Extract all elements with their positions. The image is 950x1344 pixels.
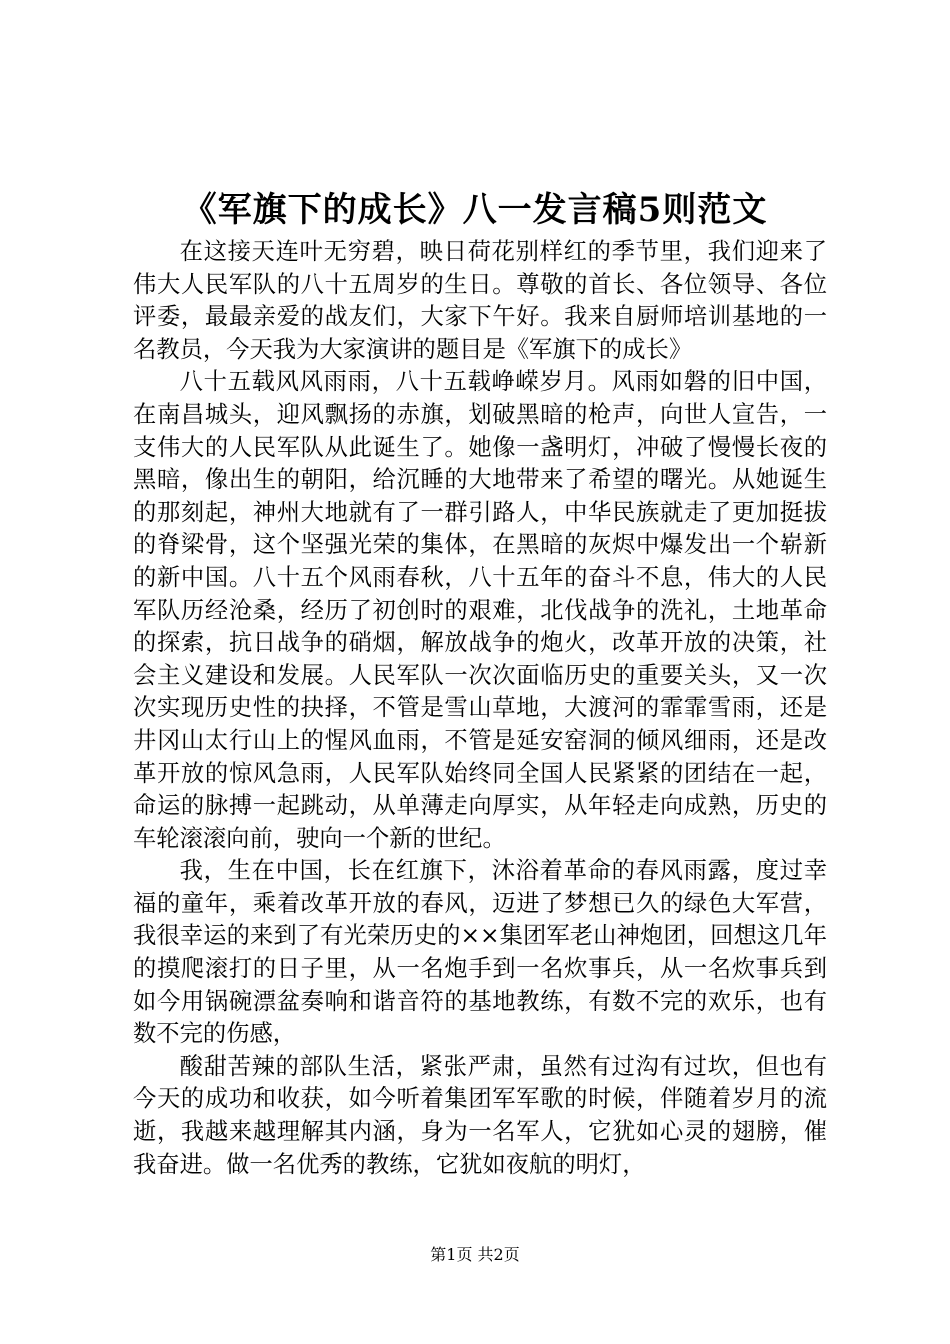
document-body	[133, 236, 827, 1181]
page-footer: 第1页 共2页	[430, 1245, 520, 1264]
paragraph-3: 我，生在中国，长在红旗下，沐浴着革命的春风雨露，度过幸福的童年，乘着改革开放的春风，迈进了梦想已久的绿色大军营，我很幸运的来到了有光荣历史的××集团军老山神炮团，回想这几年的摸爬滚打的日子里，从一名炮手到一名炊事兵，从一名炊事兵到如今用锅碗漂盆奏响和谐音符的基地教练，有数不完的欢乐，也有数不完的伤感，	[133, 857, 827, 1048]
paragraph-2: 八十五载风风雨雨，八十五载峥嵘岁月。风雨如磐的旧中国，在南昌城头，迎风飘扬的赤旗，划破黑暗的枪声，向世人宣告，一支伟大的人民军队从此诞生了。她像一盏明灯，冲破了慢慢长夜的黑暗，像出生的朝阳，给沉睡的大地带来了希望的曙光。从她诞生的那刻起，神州大地就有了一群引路人，中华民族就走了更加挺拔的脊梁骨，这个坚强光荣的集体，在黑暗的灰烬中爆发出一个崭新的新中国。八十五个风雨春秋，八十五年的奋斗不息，伟大的人民军队历经沧桑，经历了初创时的艰难，北伐战争的洗礼，土地革命的探索，抗日战争的硝烟，解放战争的炮火，改革开放的决策，社会主义建设和发展。人民军队一次次面临历史的重要关头，又一次次实现历史性的抉择，不管是雪山草地，大渡河的霏霏雪雨，还是井冈山太行山上的惺风血雨，不管是延安窑洞的倾风细雨，还是改革开放的惊风急雨，人民军队始终同全国人民紧紧的团结在一起，命运的脉搏一起跳动，从单薄走向厚实，从年轻走向成熟，历史的车轮滚滚向前，驶向一个新的世纪。	[133, 368, 827, 852]
document-title: 《军旗下的成长》八一发言稿5则范文	[182, 190, 768, 230]
paragraph-1: 在这接天连叶无穷碧，映日荷花别样红的季节里，我们迎来了伟大人民军队的八十五周岁的生日。尊敬的首长、各位领导、各位评委，最最亲爱的战友们，大家下午好。我来自厨师培训基地的一名教员，今天我为大家演讲的题目是《军旗下的成长》	[133, 238, 827, 363]
paragraph-4: 酸甜苦辣的部队生活，紧张严肃，虽然有过沟有过坎，但也有今天的成功和收获，如今听着集团军军歌的时候，伴随着岁月的流逝，我越来越理解其内涵，身为一名军人，它犹如心灵的翅膀，催我奋进。做一名优秀的教练，它犹如夜航的明灯，	[133, 1052, 827, 1178]
